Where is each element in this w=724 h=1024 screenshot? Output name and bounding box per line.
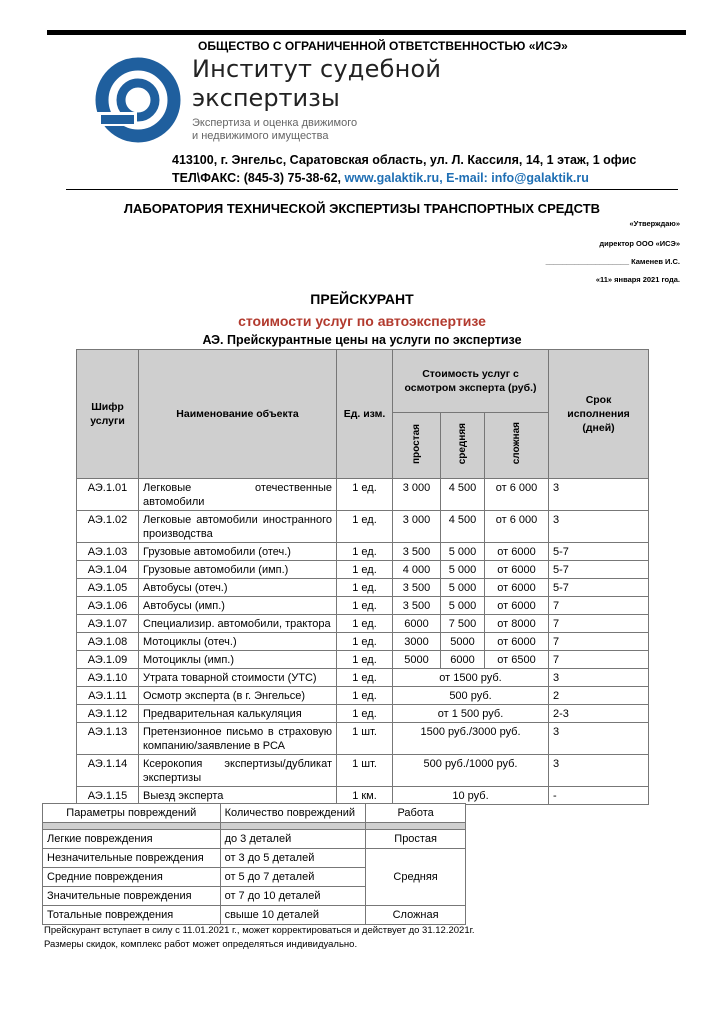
price-simple: 3000 <box>393 633 441 651</box>
price-complex: от 6000 <box>485 633 549 651</box>
table-row <box>77 723 649 755</box>
service-price: 10 руб. <box>393 787 549 805</box>
service-code: АЭ.1.05 <box>77 579 139 597</box>
table-row <box>77 597 649 615</box>
service-price: 500 руб./1000 руб. <box>393 755 549 787</box>
damage-param: Незначительные повреждения <box>43 849 221 868</box>
service-unit: 1 ед. <box>337 633 393 651</box>
service-unit: 1 км. <box>337 787 393 805</box>
tagline-line1: Экспертиза и оценка движимого <box>192 117 358 129</box>
price-complex: от 6 000 <box>485 511 549 543</box>
top-border-bar <box>47 30 686 35</box>
institute-name-line2: экспертизы <box>192 84 340 112</box>
damage-count: от 7 до 10 деталей <box>220 887 366 906</box>
damage-count: от 3 до 5 деталей <box>220 849 366 868</box>
table-row <box>77 755 649 787</box>
service-code: АЭ.1.01 <box>77 479 139 511</box>
price-simple: 3 000 <box>393 511 441 543</box>
damage-count: от 5 до 7 деталей <box>220 868 366 887</box>
service-term: 3 <box>549 669 649 687</box>
service-code: АЭ.1.07 <box>77 615 139 633</box>
service-term: 3 <box>549 723 649 755</box>
website-link[interactable]: www.galaktik.ru <box>344 171 440 185</box>
table-row <box>43 849 466 868</box>
price-medium: 5 000 <box>441 561 485 579</box>
damage-header-count: Количество повреждений <box>220 804 366 823</box>
price-simple: 4 000 <box>393 561 441 579</box>
service-code: АЭ.1.06 <box>77 597 139 615</box>
service-term: 7 <box>549 651 649 669</box>
service-term: 3 <box>549 755 649 787</box>
tagline-line2: и недвижимого имущества <box>192 130 329 142</box>
work-medium: Средняя <box>366 849 466 906</box>
price-medium: 6000 <box>441 651 485 669</box>
damage-header-work: Работа <box>366 804 466 823</box>
service-code: АЭ.1.02 <box>77 511 139 543</box>
service-name: Легковые отечественные автомобили <box>139 479 337 511</box>
service-term: 2-3 <box>549 705 649 723</box>
service-price: от 1 500 руб. <box>393 705 549 723</box>
service-name: Грузовые автомобили (имп.) <box>139 561 337 579</box>
table-row <box>77 633 649 651</box>
service-unit: 1 ед. <box>337 579 393 597</box>
service-term: 5-7 <box>549 543 649 561</box>
table-row <box>43 906 466 925</box>
service-code: АЭ.1.12 <box>77 705 139 723</box>
table-row <box>77 651 649 669</box>
price-medium: 4 500 <box>441 511 485 543</box>
price-complex: от 6000 <box>485 561 549 579</box>
service-name: Мотоциклы (отеч.) <box>139 633 337 651</box>
service-unit: 1 ед. <box>337 561 393 579</box>
price-complex: от 6000 <box>485 543 549 561</box>
service-term: - <box>549 787 649 805</box>
table-row <box>77 687 649 705</box>
price-medium: 4 500 <box>441 479 485 511</box>
service-unit: 1 ед. <box>337 597 393 615</box>
table-row <box>77 543 649 561</box>
service-name: Мотоциклы (имп.) <box>139 651 337 669</box>
service-unit: 1 шт. <box>337 723 393 755</box>
service-code: АЭ.1.14 <box>77 755 139 787</box>
approval-date: «11» января 2021 года. <box>595 275 680 284</box>
table-row <box>77 669 649 687</box>
lab-title: ЛАБОРАТОРИЯ ТЕХНИЧЕСКОЙ ЭКСПЕРТИЗЫ ТРАНСПОРТНЫХ СРЕДСТВ <box>123 201 601 216</box>
price-complex: от 8000 <box>485 615 549 633</box>
damage-count: свыше 10 деталей <box>220 906 366 925</box>
footer-discounts: Размеры скидок, комплекс работ может определяться индивидуально. <box>44 939 358 950</box>
service-code: АЭ.1.03 <box>77 543 139 561</box>
phone: ТЕЛ\ФАКС: (845-3) 75-38-62, <box>172 171 345 185</box>
price-complex: от 6000 <box>485 579 549 597</box>
price-simple: 6000 <box>393 615 441 633</box>
service-code: АЭ.1.04 <box>77 561 139 579</box>
price-simple: 3 500 <box>393 543 441 561</box>
approval-line2: директор ООО «ИСЭ» <box>599 239 680 248</box>
price-medium: 5 000 <box>441 597 485 615</box>
email-link[interactable]: E-mail: info@galaktik.ru <box>446 171 589 185</box>
price-medium: 7 500 <box>441 615 485 633</box>
damage-param: Тотальные повреждения <box>43 906 221 925</box>
organization-name: ОБЩЕСТВО С ОГРАНИЧЕННОЙ ОТВЕТСТВЕННОСТЬЮ «ИСЭ» <box>198 39 568 53</box>
damage-count: до 3 деталей <box>220 830 366 849</box>
service-unit: 1 ед. <box>337 479 393 511</box>
header-term: Срок исполнения (дней) <box>549 350 649 479</box>
service-code: АЭ.1.08 <box>77 633 139 651</box>
header-simple: простая <box>393 413 441 479</box>
service-unit: 1 ед. <box>337 705 393 723</box>
contacts-line <box>172 171 589 185</box>
service-unit: 1 ед. <box>337 615 393 633</box>
service-term: 5-7 <box>549 579 649 597</box>
service-name: Легковые автомобили иностранного производства <box>139 511 337 543</box>
damage-param: Средние повреждения <box>43 868 221 887</box>
damage-param: Значительные повреждения <box>43 887 221 906</box>
table-row <box>77 479 649 511</box>
work-complex: Сложная <box>366 906 466 925</box>
service-name: Предварительная калькуляция <box>139 705 337 723</box>
header-cost: Стоимость услуг с осмотром эксперта (руб.) <box>393 350 549 413</box>
service-name: Выезд эксперта <box>139 787 337 805</box>
service-name: Специализир. автомобили, трактора <box>139 615 337 633</box>
service-unit: 1 шт. <box>337 755 393 787</box>
service-price: 500 руб. <box>393 687 549 705</box>
service-term: 3 <box>549 479 649 511</box>
header-divider <box>66 189 678 190</box>
service-name: Утрата товарной стоимости (УТС) <box>139 669 337 687</box>
header-complex: сложная <box>485 413 549 479</box>
header-medium: средняя <box>441 413 485 479</box>
document-subtitle: стоимости услуг по автоэкспертизе <box>238 313 486 329</box>
service-code: АЭ.1.13 <box>77 723 139 755</box>
damage-table <box>42 803 466 925</box>
service-term: 7 <box>549 633 649 651</box>
service-name: Претензионное письмо в страховую компанию/заявление в РСА <box>139 723 337 755</box>
service-name: Автобусы (отеч.) <box>139 579 337 597</box>
work-simple: Простая <box>366 830 466 849</box>
service-name: Ксерокопия экспертизы/дубликат экспертизы <box>139 755 337 787</box>
address: 413100, г. Энгельс, Саратовская область, ул. Л. Кассиля, 14, 1 этаж, 1 офис <box>172 153 637 167</box>
table-title: АЭ. Прейскурантные цены на услуги по экспертизе <box>202 333 522 347</box>
document-title: ПРЕЙСКУРАНТ <box>310 291 414 307</box>
table-row <box>77 787 649 805</box>
table-row <box>77 561 649 579</box>
table-row <box>77 705 649 723</box>
service-unit: 1 ед. <box>337 687 393 705</box>
service-unit: 1 ед. <box>337 669 393 687</box>
damage-param: Легкие повреждения <box>43 830 221 849</box>
institute-logo <box>95 57 181 143</box>
price-medium: 5 000 <box>441 543 485 561</box>
approval-line3: ____________________ Каменев И.С. <box>545 257 680 266</box>
service-price: 1500 руб./3000 руб. <box>393 723 549 755</box>
price-complex: от 6500 <box>485 651 549 669</box>
service-code: АЭ.1.09 <box>77 651 139 669</box>
price-complex: от 6 000 <box>485 479 549 511</box>
price-medium: 5 000 <box>441 579 485 597</box>
service-code: АЭ.1.15 <box>77 787 139 805</box>
table-row <box>77 511 649 543</box>
email-separator: , <box>439 171 447 185</box>
price-table <box>76 349 649 805</box>
service-name: Осмотр эксперта (в г. Энгельсе) <box>139 687 337 705</box>
table-row <box>77 579 649 597</box>
approval-line1: «Утверждаю» <box>629 219 680 228</box>
service-name: Грузовые автомобили (отеч.) <box>139 543 337 561</box>
price-simple: 3 500 <box>393 597 441 615</box>
price-simple: 5000 <box>393 651 441 669</box>
service-code: АЭ.1.10 <box>77 669 139 687</box>
header-name: Наименование объекта <box>139 350 337 479</box>
institute-name-line1: Институт судебной <box>192 55 442 83</box>
header-code: Шифр услуги <box>77 350 139 479</box>
service-term: 2 <box>549 687 649 705</box>
service-code: АЭ.1.11 <box>77 687 139 705</box>
service-name: Автобусы (имп.) <box>139 597 337 615</box>
service-term: 3 <box>549 511 649 543</box>
service-term: 7 <box>549 615 649 633</box>
header-unit: Ед. изм. <box>337 350 393 479</box>
price-simple: 3 000 <box>393 479 441 511</box>
service-unit: 1 ед. <box>337 651 393 669</box>
service-term: 5-7 <box>549 561 649 579</box>
price-complex: от 6000 <box>485 597 549 615</box>
service-unit: 1 ед. <box>337 543 393 561</box>
service-unit: 1 ед. <box>337 511 393 543</box>
service-price: от 1500 руб. <box>393 669 549 687</box>
service-term: 7 <box>549 597 649 615</box>
footer-validity: Прейскурант вступает в силу с 11.01.2021 г., может корректироваться и действует до 31.12.2021г. <box>44 925 475 936</box>
price-medium: 5000 <box>441 633 485 651</box>
damage-header-params: Параметры повреждений <box>43 804 221 823</box>
table-row <box>43 830 466 849</box>
price-simple: 3 500 <box>393 579 441 597</box>
table-row <box>77 615 649 633</box>
